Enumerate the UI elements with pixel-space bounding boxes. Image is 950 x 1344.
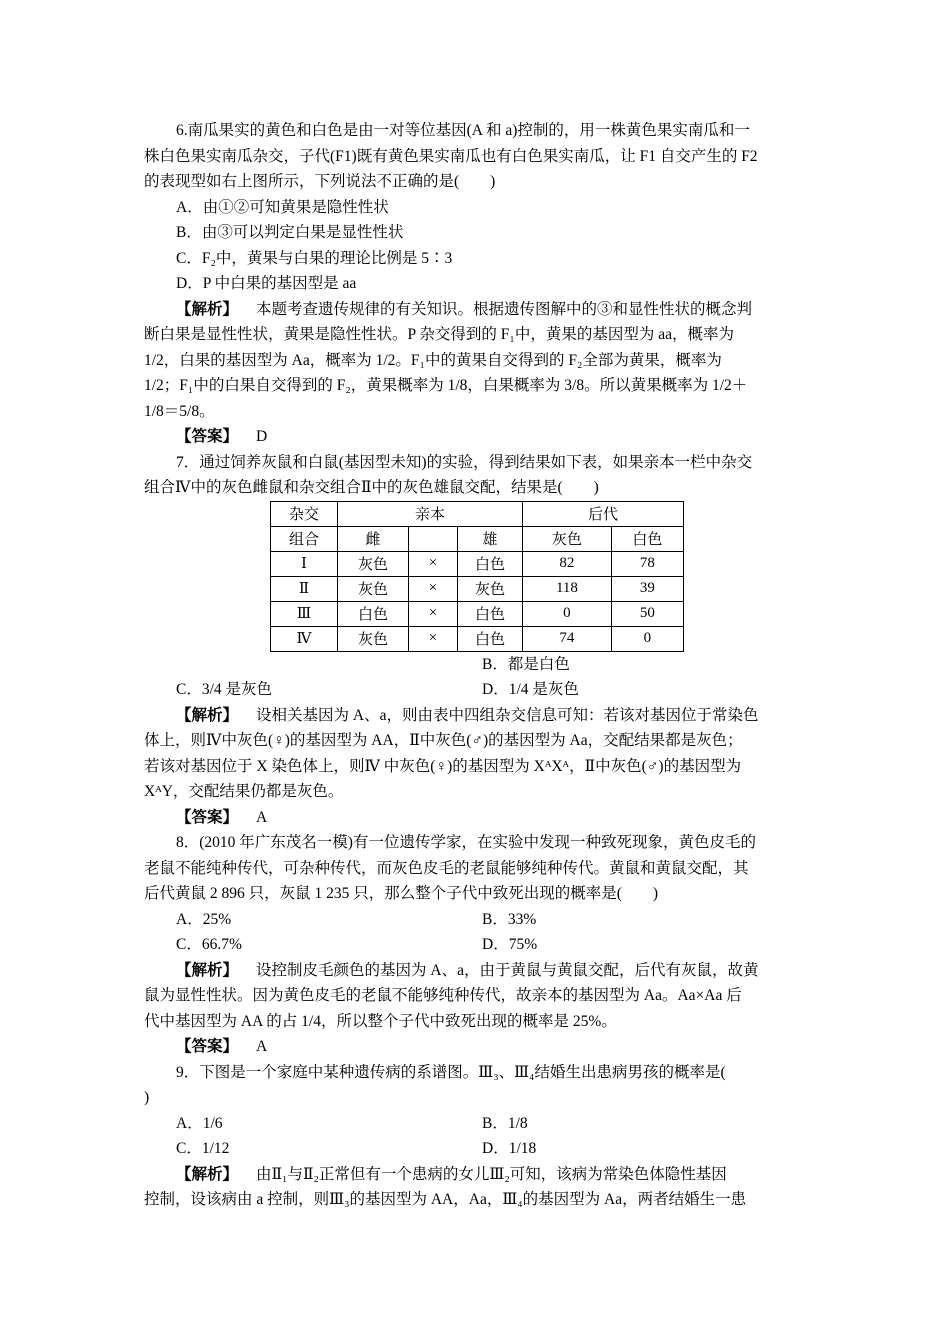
header-parent: 亲本 [338,501,523,526]
q8-stem-line-3: 后代黄鼠 2 896 只，灰鼠 1 235 只，那么整个子代中致死出现的概率是( ) [144,885,659,902]
q9-option-a: A．1/6 [176,1114,223,1132]
q6-option-b: B．由③可以判定白果是显性性状 [176,224,404,241]
q7-option-d: D．1/4 是灰色 [482,681,579,698]
cell-gray-count: 82 [523,551,612,576]
q9-stem-line-1: 9．下图是一个家庭中某种遗传病的系谱图。Ⅲ₃、Ⅲ₄结婚生出患病男孩的概率是( [176,1063,726,1081]
cell-female: 灰色 [338,551,409,576]
q8-option-b: B．33% [482,910,537,928]
q7-answer [144,805,808,831]
q8-options-cd [144,932,808,958]
cell-male: 灰色 [458,576,523,601]
q8-option-d: D．75% [482,936,538,953]
q8-answer-value: A [256,1038,268,1055]
header-gray: 灰色 [523,526,612,551]
q8-option-a: A．25% [176,910,232,928]
q8-answer-label: 【答案】 [176,1038,239,1055]
q7-option-b: B．都是白色 [482,655,570,673]
q9-options-cd [144,1136,808,1162]
q6-analysis-line-5: 1/8＝5/8。 [144,402,215,420]
q7-stem-line-1: 7．通过饲养灰鼠和白鼠(基因型未知)的实验，得到结果如下表，如果亲本一栏中杂交 [176,453,753,471]
cell-white-count: 39 [611,576,683,601]
header-white: 白色 [611,526,683,551]
header-offspring: 后代 [523,501,684,526]
q8-analysis-line-3: 代中基因型为 AA 的占 1/4，所以整个子代中致死出现的概率是 25%。 [144,1012,617,1030]
table-row [271,626,684,651]
q6-answer-label: 【答案】 [176,428,239,445]
q7-analysis-label: 【解析】 [176,706,239,724]
cell-cross: × [409,576,458,601]
q9-option-c: C．1/12 [176,1140,230,1157]
q7-analysis-line-1 [144,703,808,729]
cell-gray-count: 0 [523,601,612,626]
q9-analysis-line-1 [144,1162,808,1188]
q9-options-ab [144,1111,808,1137]
q6-answer-value: D [256,428,268,445]
q7-analysis-text-1: 设相关基因为 A、a，则由表中四组杂交信息可知：若该对基因位于常染色 [256,706,759,724]
q8-stem-line-1: 8．(2010 年广东茂名一模)有一位遗传学家，在实验中发现一种致死现象，黄色皮毛的 [176,834,756,851]
cell-male: 白色 [458,601,523,626]
q9-option-d: D．1/18 [482,1140,537,1157]
q8-stem-line-2: 老鼠不能纯种传代，可杂种传代，而灰色皮毛的老鼠能够纯种传代。黄鼠和黄鼠交配，其 [144,859,749,877]
q9-stem-line-2: ) [144,1089,150,1106]
q7-answer-label: 【答案】 [176,808,239,826]
cell-cross: × [409,601,458,626]
cross-results-table [270,501,684,652]
cell-gray-count: 118 [523,576,612,601]
document-page [144,118,808,1213]
q6-stem-line-2: 株白色果实南瓜杂交，子代(F1)既有黄色果实南瓜也有白色果实南瓜，让 F1 自交产生的 F2 [144,147,758,165]
q8-analysis-line-2: 鼠为显性性状。因为黄色皮毛的老鼠不能够纯种传代，故亲本的基因型为 Aa。Aa×Aa 后 [144,987,742,1004]
q6-analysis-line-2: 断白果是显性性状，黄果是隐性性状。P 杂交得到的 F₁中，黄果的基因型为 aa，概率为 [144,326,734,343]
cell-group: Ⅲ [271,601,338,626]
q7-analysis-line-3: 若该对基因位于 X 染色体上，则Ⅳ 中灰色(♀)的基因型为 XᴬXᴬ，Ⅱ中灰色(♂)的基因型为 [144,757,742,775]
q9-option-b: B．1/8 [482,1114,528,1132]
cell-female: 灰色 [338,576,409,601]
q7-analysis-line-2: 体上，则Ⅳ中灰色(♀)的基因型为 AA，Ⅱ中灰色(♂)的基因型为 Aa，交配结果都是灰色； [144,732,743,749]
cell-white-count: 50 [611,601,683,626]
q6-analysis-line-3: 1/2，白果的基因型为 Aa，概率为 1/2。F₁中的黄果自交得到的 F₂全部为黄果，概率为 [144,351,722,369]
q6-analysis-label: 【解析】 [176,300,239,318]
header-group-2: 组合 [271,526,338,551]
cell-gray-count: 74 [523,626,612,651]
cell-female: 灰色 [338,626,409,651]
q9-analysis-text-1: 由Ⅱ₁与Ⅱ₂正常但有一个患病的女儿Ⅲ₂可知，该病为常染色体隐性基因 [256,1165,727,1183]
q6-analysis-line-1 [144,297,808,323]
q7-analysis-line-4: XᴬY，交配结果仍都是灰色。 [144,783,344,800]
header-group-1: 杂交 [271,501,338,526]
q6-stem-line-1: 6.南瓜果实的黄色和白色是由一对等位基因(A 和 a)控制的，用一株黄色果实南瓜和一 [176,122,750,139]
q6-option-c: C．F₂中，黄果与白果的理论比例是 5∶3 [176,249,453,267]
cell-male: 白色 [458,626,523,651]
q6-analysis-text-1: 本题考查遗传规律的有关知识。根据遗传图解中的③和显性性状的概念判 [256,300,753,318]
q8-answer [144,1034,808,1060]
q6-stem-line-3: 的表现型如右上图所示，下列说法不正确的是( ) [144,173,496,190]
table-header-row-1 [271,501,684,526]
cell-white-count: 78 [611,551,683,576]
cell-cross: × [409,626,458,651]
cell-cross: × [409,551,458,576]
q6-answer [144,424,808,450]
q7-option-c: C．3/4 是灰色 [176,681,273,698]
q7-answer-value: A [256,808,268,826]
table-row [271,601,684,626]
q8-options-ab [144,907,808,933]
cell-female: 白色 [338,601,409,626]
q9-analysis-label: 【解析】 [176,1165,239,1183]
cell-white-count: 0 [611,626,683,651]
q9-analysis-line-2: 控制，设该病由 a 控制，则Ⅲ₃的基因型为 AA，Aa，Ⅲ₄的基因型为 Aa，两者结婚生一患 [144,1191,747,1208]
q6-analysis-line-4: 1/2；F₁中的白果自交得到的 F₂，黄果概率为 1/8，白果概率为 3/8。所以黄果概率为 1/2＋ [144,377,748,394]
cell-male: 白色 [458,551,523,576]
table-row [271,551,684,576]
cell-group: Ⅱ [271,576,338,601]
q8-analysis-label: 【解析】 [176,961,239,979]
q6-option-d: D．P 中白果的基因型是 aa [176,275,357,292]
table-row [271,576,684,601]
header-male: 雄 [458,526,523,551]
cell-group: Ⅳ [271,626,338,651]
q7-options-cd [144,677,808,703]
q7-stem-line-2: 组合Ⅳ中的灰色雌鼠和杂交组合Ⅱ中的灰色雄鼠交配，结果是( ) [144,479,599,496]
q8-option-c: C．66.7% [176,936,242,953]
q6-option-a: A．由①②可知黄果是隐性性状 [176,198,389,216]
cell-group: Ⅰ [271,551,338,576]
q8-analysis-text-1: 设控制皮毛颜色的基因为 A、a，由于黄鼠与黄鼠交配，后代有灰鼠，故黄 [256,961,759,979]
header-female: 雌 [338,526,409,551]
header-cross-blank [409,526,458,551]
table-header-row-2 [271,526,684,551]
q8-analysis-line-1 [144,958,808,984]
